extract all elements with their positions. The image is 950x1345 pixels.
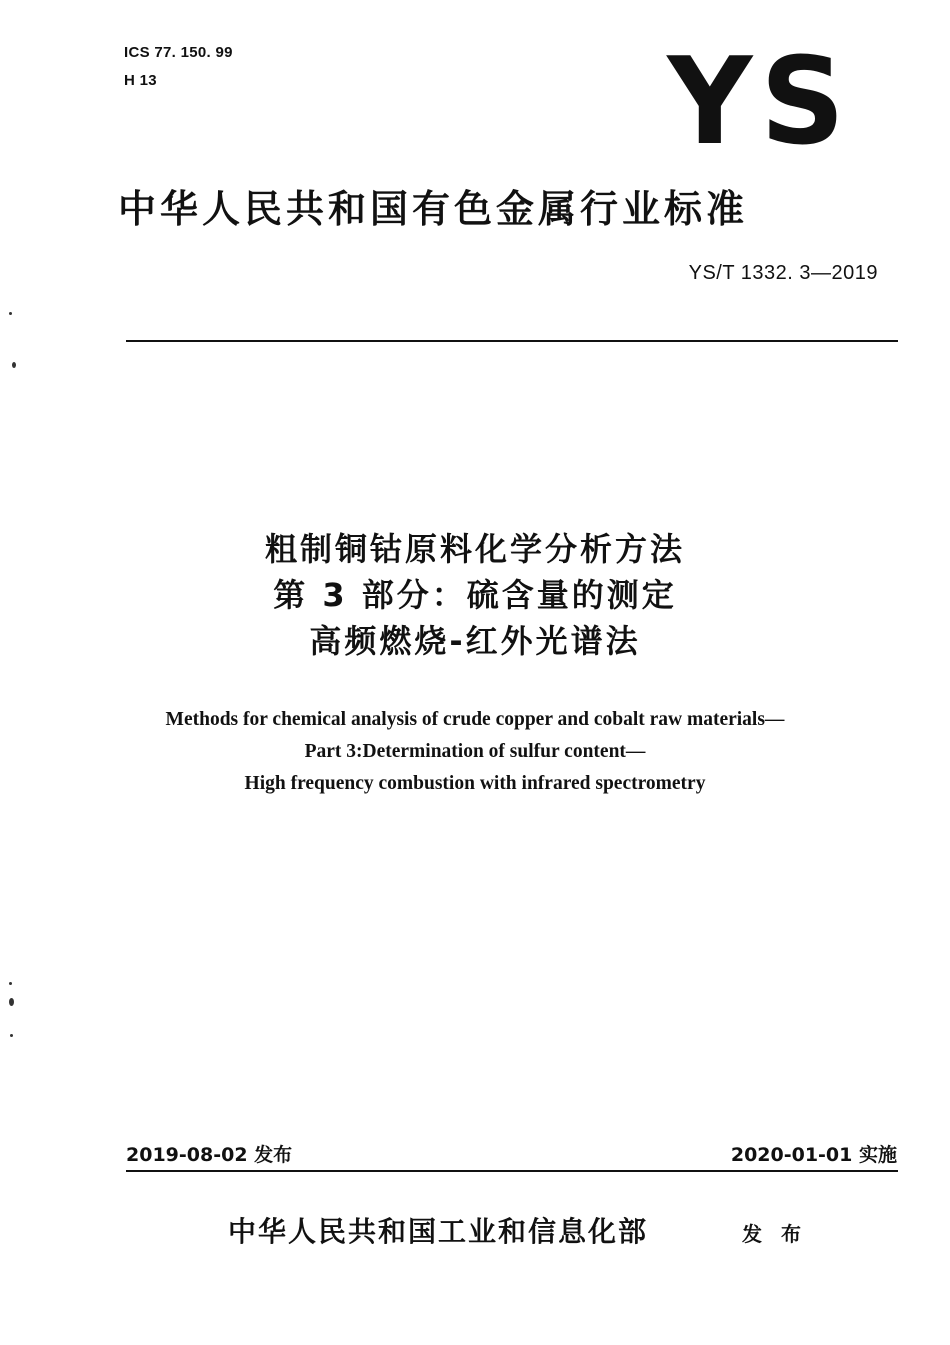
scan-speck — [9, 998, 14, 1006]
publish-label: 发 布 — [742, 1222, 807, 1246]
issue-date: 2019-08-02 发布 — [126, 1144, 293, 1166]
cn-title-line-1: 粗制铜钴原料化学分析方法 — [264, 530, 685, 568]
classification-code: H 13 — [124, 72, 157, 89]
cn-title-line-2: 第 3 部分：硫含量的测定 — [273, 576, 677, 614]
chinese-title-block — [0, 526, 950, 664]
implementation-date: 2020-01-01 实施 — [730, 1144, 897, 1166]
cn-title-line-3: 高频燃烧-红外光谱法 — [309, 622, 641, 660]
standard-number: YS/T 1332. 3—2019 — [688, 262, 878, 284]
english-title-block — [0, 704, 950, 800]
top-divider — [126, 340, 898, 342]
en-title-line-1: Methods for chemical analysis of crude copper and cobalt raw materials— — [165, 709, 785, 730]
en-title-line-2: Part 3:Determination of sulfur content— — [304, 741, 646, 762]
bottom-divider — [126, 1170, 898, 1172]
standard-category-title: 中华人民共和国有色金属行业标准 — [118, 187, 749, 231]
en-title-line-3: High frequency combustion with infrared spectrometry — [244, 773, 706, 794]
ys-logo: YS — [667, 32, 853, 172]
scan-speck — [9, 312, 12, 315]
scan-speck — [12, 362, 16, 368]
publisher-name: 中华人民共和国工业和信息化部 — [228, 1215, 649, 1248]
scan-speck — [10, 1034, 13, 1037]
ics-code: ICS 77. 150. 99 — [124, 44, 233, 61]
scan-speck — [9, 982, 12, 985]
